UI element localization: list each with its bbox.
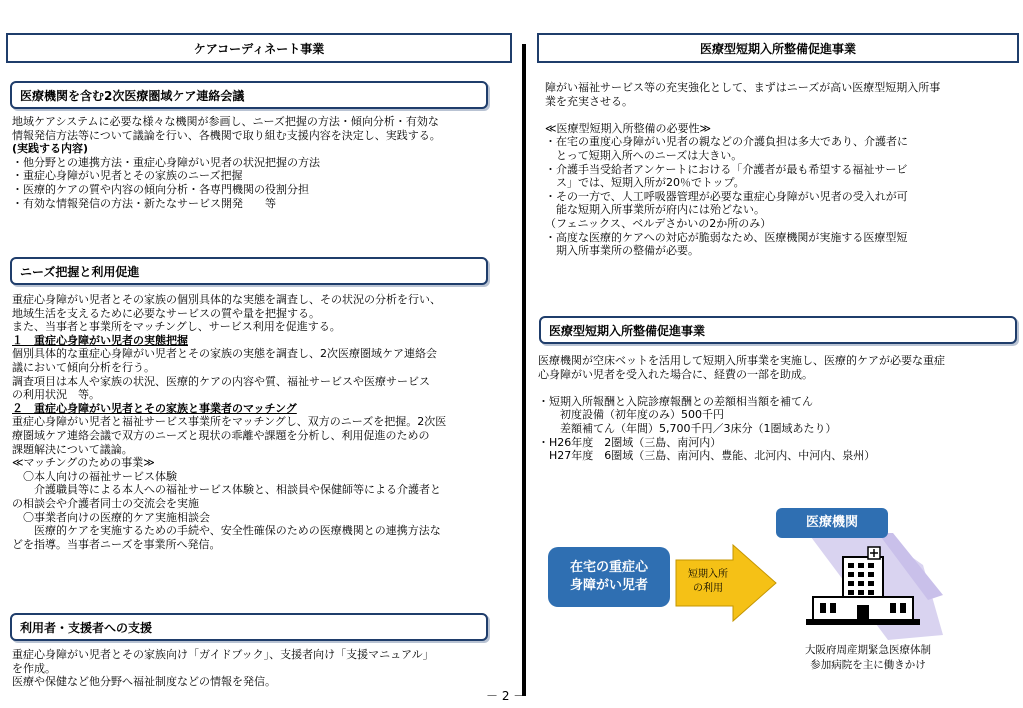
text-line: 個別具体的な重症心身障がい児者とその家族の実態を調査し、2次医療圏域ケア連絡会: [12, 347, 437, 361]
right-main-title-text: 医療型短期入所整備促進事業: [699, 41, 856, 56]
text-line: 地域ケアシステムに必要な様々な機関が参画し、ニーズ把握の方法・傾向分析・有効な: [12, 115, 439, 128]
section-title-text: 医療機関を含む2次医療圏域ケア連絡会議: [20, 88, 245, 103]
text-line: 医療的ケアを実施するための手続や、安全性確保のための医療機関との連携方法な: [12, 524, 441, 538]
text-line: 重症心身障がい児者と福祉サービス事業所をマッチングし、双方のニーズを把握。2次医: [12, 415, 447, 429]
text-line: 療圏域ケア連絡会議で双方のニーズと現状の乖離や課題を分析し、利用促進のための: [12, 428, 430, 442]
subheading: ２ 重症心身障がい児者とその家族と事業者のマッチング: [12, 401, 297, 415]
text-line: 重症心身障がい児者とその家族の個別具体的な実態を調査し、その状況の分析を行い、: [12, 293, 441, 306]
text-line: ≪医療型短期入所整備の必要性≫: [545, 121, 712, 135]
right-main-title: [537, 33, 1019, 63]
caption-line: 参加病院を主に働きかけ: [810, 659, 926, 671]
text-line: 地域生活を支えるために必要なサービスの質や量を把握する。: [12, 306, 320, 320]
text-line: [538, 381, 945, 395]
patient-label-line: 身障がい児者: [569, 578, 648, 593]
hospital-caption: [793, 643, 943, 673]
patient-label-line: 在宅の重症心: [569, 560, 648, 575]
text-line: どを指導。当事者ニーズを事業所へ発信。: [12, 537, 221, 551]
text-line: (実践する内容): [12, 142, 89, 156]
patient-box: [548, 547, 670, 607]
text-line: 医療や保健など他分野へ福祉制度などの情報を発信。: [12, 675, 276, 689]
promotion-body: [538, 354, 945, 463]
text-line: 能な短期入所事業所が府内には殆どない。: [545, 203, 765, 217]
care-meeting-body: [12, 115, 441, 210]
text-line: の利用状況 等。: [12, 388, 100, 402]
text-line: 〇本人向けの福祉サービス体験: [12, 469, 177, 483]
left-main-title-text: ケアコーディネート事業: [193, 41, 325, 56]
text-line: 差額補てん（年間）5,700千円／3床分（1圏域あたり）: [538, 421, 837, 435]
text-line: [545, 108, 940, 122]
text-line: ・介護手当受給者アンケートにおける「介護者が最も希望する福祉サービ: [545, 162, 908, 176]
needs-body: [12, 293, 446, 551]
support-body: [12, 648, 434, 689]
text-line: ・高度な医療的ケアへの対応が脆弱なため、医療機関が実施する医療型短: [545, 230, 908, 244]
text-line: 障がい福祉サービス等の充実強化として、まずはニーズが高い医療型短期入所事: [545, 81, 941, 94]
arrow-label-line: 短期入所: [688, 569, 728, 580]
column-divider: [522, 44, 526, 696]
text-line: 業を充実させる。: [545, 94, 633, 108]
text-line: とって短期入所へのニーズは大きい。: [545, 148, 743, 162]
text-line: 心身障がい児者を受入れた場合に、経費の一部を助成。: [538, 367, 813, 381]
text-line: ・在宅の重度心身障がい児者の親などの介護負担は多大であり、介護者に: [545, 135, 908, 149]
text-line: ・H26年度 2圏域（三島、南河内）: [538, 435, 722, 449]
arrow-label-line: の利用: [693, 583, 723, 594]
section-title-care-meeting: [10, 81, 488, 109]
text-line: ス」では、短期入所が20％でトップ。: [545, 176, 745, 190]
section-title-promotion: [539, 316, 1017, 344]
text-line: （フェニックス、ベルデさかいの2か所のみ）: [545, 216, 772, 230]
text-line: また、当事者と事業所をマッチングし、サービス利用を促進する。: [12, 320, 341, 334]
section-title-needs: [10, 257, 488, 285]
text-line: ・短期入所報酬と入院診療報酬との差額相当額を補てん: [538, 394, 813, 408]
left-main-title: [6, 33, 512, 63]
section-title-text: 利用者・支援者への支援: [20, 620, 153, 635]
text-line: ・他分野との連携方法・重症心身障がい児者の状況把握の方法: [12, 155, 320, 169]
hospital-box: [776, 508, 888, 538]
page-number: － 2 －: [486, 689, 526, 703]
text-line: H27年度 6圏域（三島、南河内、豊能、北河内、中河内、泉州）: [538, 449, 876, 463]
text-line: ・その一方で、人工呼吸器管理が必要な重症心身障がい児者の受入れが可: [545, 189, 908, 203]
text-line: 期入所事業所の整備が必要。: [545, 244, 699, 258]
text-line: 重症心身障がい児者とその家族向け「ガイドブック」、支援者向け「支援マニュアル」: [12, 648, 434, 661]
right-intro: [545, 81, 940, 258]
text-line: 〇事業者向けの医療的ケア実施相談会: [12, 510, 210, 524]
text-line: 課題解決について議論。: [12, 442, 133, 456]
caption-line: 大阪府周産期緊急医療体制: [805, 644, 931, 656]
text-line: 情報発信方法等について議論を行い、各機関で取り組む支援内容を決定し、実践する。: [12, 128, 441, 142]
text-line: の相談会や介護者同士の交流会を実施: [12, 496, 199, 510]
text-line: ≪マッチングのための事業≫: [12, 456, 155, 470]
text-line: 介護職員等による本人への福祉サービス体験と、相談員や保健師等による介護者と: [12, 483, 441, 497]
text-line: 初度設備（初年度のみ）500千円: [538, 408, 724, 422]
text-line: 調査項目は本人や家族の状況、医療的ケアの内容や質、福祉サービスや医療サービス: [12, 374, 430, 388]
text-line: ・重症心身障がい児者とその家族のニーズ把握: [12, 169, 243, 183]
text-line: を作成。: [12, 661, 56, 675]
section-title-text: ニーズ把握と利用促進: [20, 264, 140, 279]
text-line: ・有効な情報発信の方法・新たなサービス開発 等: [12, 196, 276, 210]
arrow-label: [678, 568, 738, 596]
hospital-label: 医療機関: [805, 515, 858, 530]
text-line: ・医療的ケアの質や内容の傾向分析・各専門機関の役割分担: [12, 182, 309, 196]
text-line: 医療機関が空床ベットを活用して短期入所事業を実施し、医療的ケアが必要な重症: [538, 354, 945, 367]
text-line: 議において傾向分析を行う。: [12, 360, 155, 374]
service-diagram: [548, 505, 968, 705]
subheading: １ 重症心身障がい児者の実態把握: [12, 333, 188, 347]
section-title-text: 医療型短期入所整備促進事業: [549, 323, 706, 338]
section-title-support: [10, 613, 488, 641]
